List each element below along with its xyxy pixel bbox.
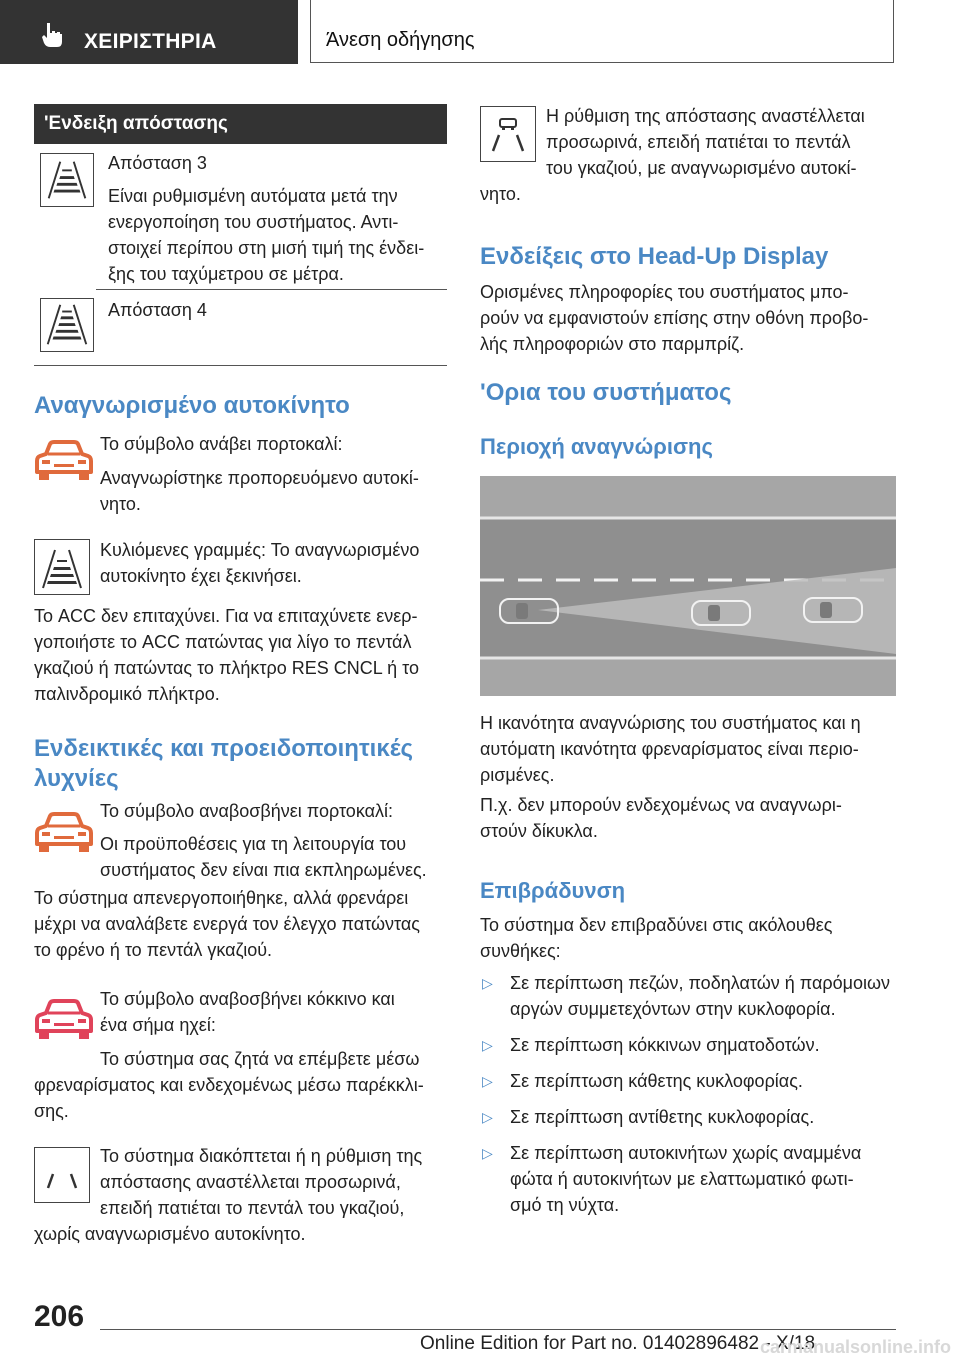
edition-text: Online Edition for Part no. 01402896482 - X/18 bbox=[420, 1333, 816, 1354]
moving-lines-symbol-icon bbox=[34, 539, 90, 595]
system-limits-heading: 'Ορια του συστήματος bbox=[480, 379, 732, 406]
moving-lines-text: Κυλιόμενες γραμμές: Το αναγνωρισμένο αυτοκίνητο έχει ξεκινήσει. bbox=[100, 540, 420, 586]
header-section-title: ΧΕΙΡΙΣΤΗΡΙΑ bbox=[84, 30, 217, 53]
vehicle-detected-text: Αναγνωρίστηκε προπορευόμενο αυτοκί- νητο. bbox=[100, 468, 419, 514]
recognized-vehicle-heading: Αναγνωρισμένο αυτοκίνητο bbox=[34, 392, 350, 419]
two-wheelers-example-text: Π.χ. δεν μπορούν ενδεχομένως να αναγνωρι- στούν δίκυκλα. bbox=[480, 795, 842, 841]
header-chapter-title: Άνεση οδήγησης bbox=[326, 29, 475, 51]
triangle-bullet-icon: ▷ bbox=[482, 1145, 493, 1161]
distance-4-label: Απόσταση 4 bbox=[108, 300, 207, 320]
distance-3-symbol-icon bbox=[40, 153, 94, 207]
detection-capacity-text: Η ικανότητα αναγνώρισης του συστήματος και η αυτόματη ικανότητα φρεναρίσματος είναι περιο- ρισμένες. bbox=[480, 713, 861, 785]
acc-acceleration-text: Το ACC δεν επιταχύνει. Για να επιταχύνετε ενερ- γοποιήστε το ACC πατώντας για λίγο το πεντάλ γκαζιού ή πατώντας το πλήκτρο RES CNCL ή το παλινδρομικό πλήκτρο. bbox=[34, 606, 419, 704]
hand-pointer-icon bbox=[40, 22, 66, 48]
symbol-blinks-red-text: Το σύμβολο αναβοσβήνει κόκκινο και ένα σήμα ηχεί: bbox=[100, 989, 395, 1035]
list-item: ▷ Σε περίπτωση αντίθετης κυκλοφορίας. bbox=[480, 1104, 896, 1130]
triangle-bullet-icon: ▷ bbox=[482, 975, 493, 991]
triangle-bullet-icon: ▷ bbox=[482, 1037, 493, 1053]
car-orange-icon bbox=[34, 436, 94, 486]
page-number: 206 bbox=[34, 1300, 85, 1333]
table-bottom-rule bbox=[34, 365, 447, 366]
suspended-with-vehicle-text: Η ρύθμιση της απόστασης αναστέλλεται προσωρινά, επειδή πατιέται το πεντάλ του γκαζιού, με αναγνωρισμένο αυτοκί- νητο. bbox=[480, 106, 865, 204]
footer-rule bbox=[100, 1329, 896, 1330]
distance-4-symbol-icon bbox=[40, 298, 94, 352]
car-orange-blinking-icon bbox=[34, 808, 94, 858]
symbol-blinks-orange-text: Το σύμβολο αναβοσβήνει πορτοκαλί: bbox=[100, 801, 394, 821]
distance-table-heading-text: 'Ενδειξη απόστασης bbox=[44, 113, 228, 134]
distance-table-heading bbox=[34, 104, 447, 144]
list-item: ▷ Σε περίπτωση κάθετης κυκλοφορίας. bbox=[480, 1068, 896, 1094]
prerequisites-text: Οι προϋποθέσεις για τη λειτουργία του συστήματος δεν είναι πια εκπληρωμένες. bbox=[100, 834, 427, 880]
warning-lamps-heading: Ενδεικτικές και προειδοποιητικές λυχνίες bbox=[34, 735, 414, 792]
list-item: ▷ Σε περίπτωση αυτοκινήτων χωρίς αναμμένα φώτα ή αυτοκινήτων με ελαττωματικό φωτι- σμό τη νύχτα. bbox=[480, 1140, 896, 1218]
detection-range-subheading: Περιοχή αναγνώρισης bbox=[480, 434, 713, 459]
interrupted-text: Το σύστημα διακόπτεται ή η ρύθμιση της απόστασης αναστέλλεται προσωρινά, επειδή πατιέται το πεντάλ του γκαζιού, χωρίς αναγνωρισμένο αυτοκίνητο. bbox=[34, 1146, 423, 1244]
symbol-lights-orange-text: Το σύμβολο ανάβει πορτοκαλί: bbox=[100, 434, 343, 454]
table-divider bbox=[96, 289, 447, 290]
hud-text: Ορισμένες πληροφορίες του συστήματος μπο- ρούν να εμφανιστούν επίσης στην οθόνη προβο- λής πληροφοριών στο παρμπρίζ. bbox=[480, 282, 869, 354]
braking-heading: Επιβράδυνση bbox=[480, 878, 626, 903]
distance-3-description: Είναι ρυθμισμένη αυτόματα μετά την ενεργοποίηση του συστήματος. Αντι- στοιχεί περίπου στη μισή τιμή της ένδει- ξης του ταχύμετρου σε μέτρα. bbox=[108, 186, 425, 284]
braking-intro-text: Το σύστημα δεν επιβραδύνει στις ακόλουθες συνθήκες: bbox=[480, 915, 833, 961]
detection-range-illustration bbox=[480, 476, 896, 696]
list-item: ▷ Σε περίπτωση κόκκινων σηματοδοτών. bbox=[480, 1032, 896, 1058]
triangle-bullet-icon: ▷ bbox=[482, 1109, 493, 1125]
system-deactivated-text: Το σύστημα απενεργοποιήθηκε, αλλά φρενάρει μέχρι να αναλάβετε ενεργά τον έλεγχο πατώντας το φρένο ή το πεντάλ γκαζιού. bbox=[34, 888, 420, 960]
hud-heading: Ενδείξεις στο Head-Up Display bbox=[480, 243, 829, 270]
braking-conditions-list bbox=[480, 970, 896, 1218]
watermark-text: carmanualsonline.info bbox=[760, 1337, 952, 1357]
list-item: ▷ Σε περίπτωση πεζών, ποδηλατών ή παρόμοιων αργών συμμετεχόντων στην κυκλοφορία. bbox=[480, 970, 896, 1022]
car-red-icon bbox=[34, 995, 94, 1045]
distance-3-label: Απόσταση 3 bbox=[108, 153, 207, 173]
triangle-bullet-icon: ▷ bbox=[482, 1073, 493, 1089]
intervention-request-text: Το σύστημα σας ζητά να επέμβετε μέσω φρεναρίσματος και ενδεχομένως μέσω παρέκκλι- σης. bbox=[34, 1049, 424, 1121]
